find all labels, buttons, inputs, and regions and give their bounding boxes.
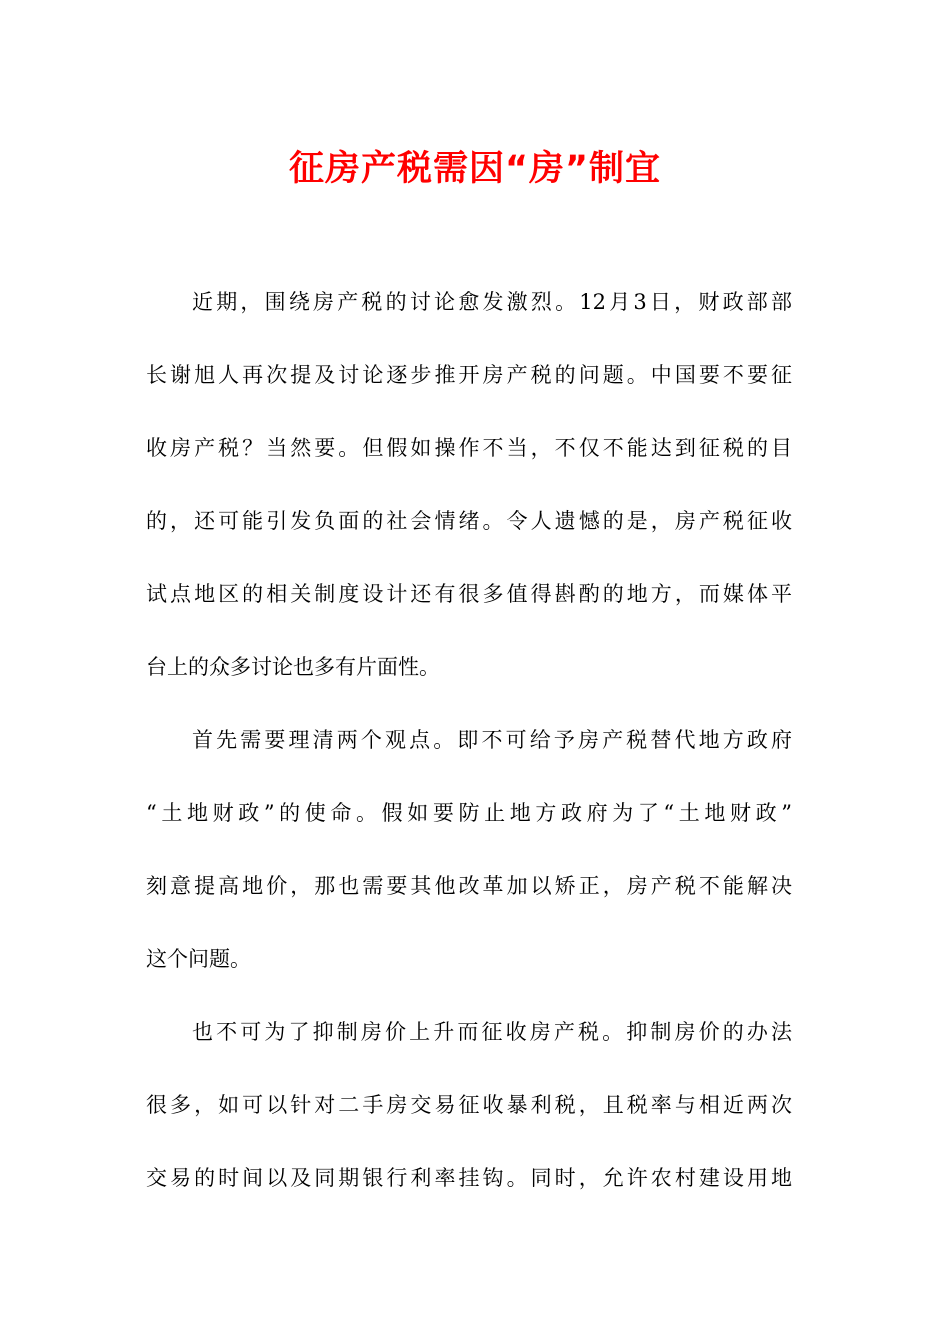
paragraph-1-line-2: 长谢旭人再次提及讨论逐步推开房产税的问题。中国要不要征 xyxy=(146,363,792,387)
paragraph-3-line-2: 很多，如可以针对二手房交易征收暴利税，且税率与相近两次 xyxy=(146,1093,792,1117)
paragraph-1-line-3: 收房产税？当然要。但假如操作不当，不仅不能达到征税的目 xyxy=(146,436,792,460)
paragraph-3-line-1: 也不可为了抑制房价上升而征收房产税。抑制房价的办法 xyxy=(192,1020,792,1044)
paragraph-1-line-1: 近期，围绕房产税的讨论愈发激烈。12月3日，财政部部 xyxy=(192,290,792,314)
paragraph-1-line-4: 的，还可能引发负面的社会情绪。令人遗憾的是，房产税征收 xyxy=(146,509,792,533)
paragraph-2-line-2: “土地财政”的使命。假如要防止地方政府为了“土地财政” xyxy=(146,801,792,825)
paragraph-3-line-3: 交易的时间以及同期银行利率挂钩。同时，允许农村建设用地 xyxy=(146,1166,792,1190)
document-body xyxy=(146,283,792,1232)
paragraph-2-line-1: 首先需要理清两个观点。即不可给予房产税替代地方政府 xyxy=(192,728,792,752)
paragraph-1-line-5: 试点地区的相关制度设计还有很多值得斟酌的地方，而媒体平 xyxy=(146,582,792,606)
paragraph-2-line-4: 这个问题。 xyxy=(146,947,251,971)
document-title: 征房产税需因“房”制宜 xyxy=(288,149,661,189)
paragraph-1-line-6: 台上的众多讨论也多有片面性。 xyxy=(146,655,440,679)
paragraph-2-line-3: 刻意提高地价，那也需要其他改革加以矫正，房产税不能解决 xyxy=(146,874,792,898)
